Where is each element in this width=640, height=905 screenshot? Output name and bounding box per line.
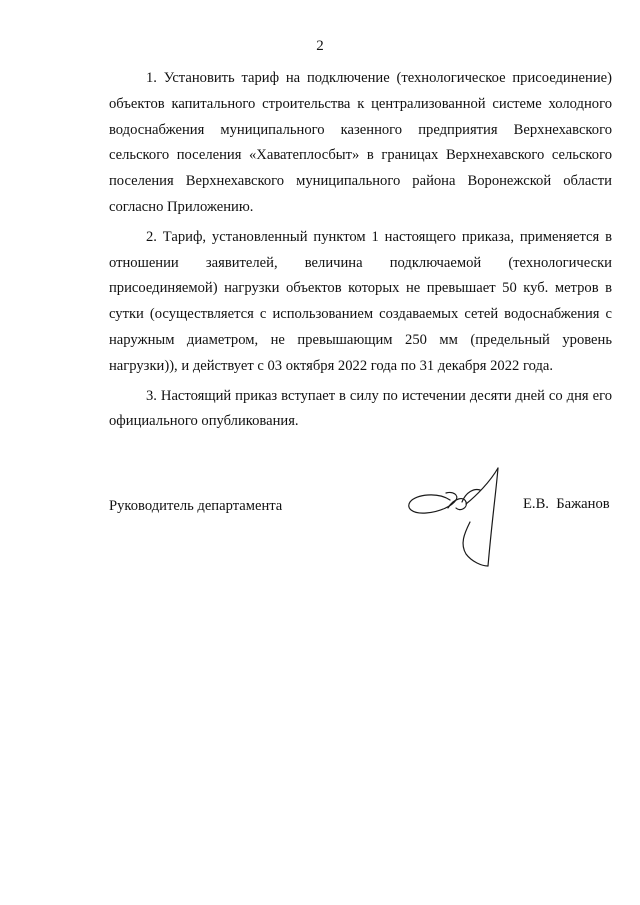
paragraph-1: 1. Установить тариф на подключение (технологическое присоединение) объектов капитального строительства к централизованной системе холодного водоснабжения муниципального казенного предприятия Верхнехавского сельского поселения «Хаватеплосбыт» в границах Верхнехавского сельского поселения Верхнехавского муниципального района Воронежской области согласно Приложению. [109, 70, 612, 215]
signatory-title: Руководитель департамента [109, 498, 283, 514]
handwritten-signature [404, 462, 516, 570]
paragraph-3: 3. Настоящий приказ вступает в силу по истечении десяти дней со дня его официального опубликования. [109, 387, 612, 430]
document-body [109, 66, 612, 435]
signatory-name: Е.В. Бажанов [523, 496, 610, 512]
paragraph-2: 2. Тариф, установленный пунктом 1 настоящего приказа, применяется в отношении заявителей, величина подключаемой (технологически присоединяемой) нагрузки объектов которых не превышает 50 куб. метров в сутки (осуществляется с использованием создаваемых сетей водоснабжения с наружным диаметром, не превышающим 250 мм (предельный уровень нагрузки)), и действует с 03 октября 2022 года по 31 декабря 2022 года. [109, 228, 612, 374]
page-number: 2 [316, 38, 324, 54]
